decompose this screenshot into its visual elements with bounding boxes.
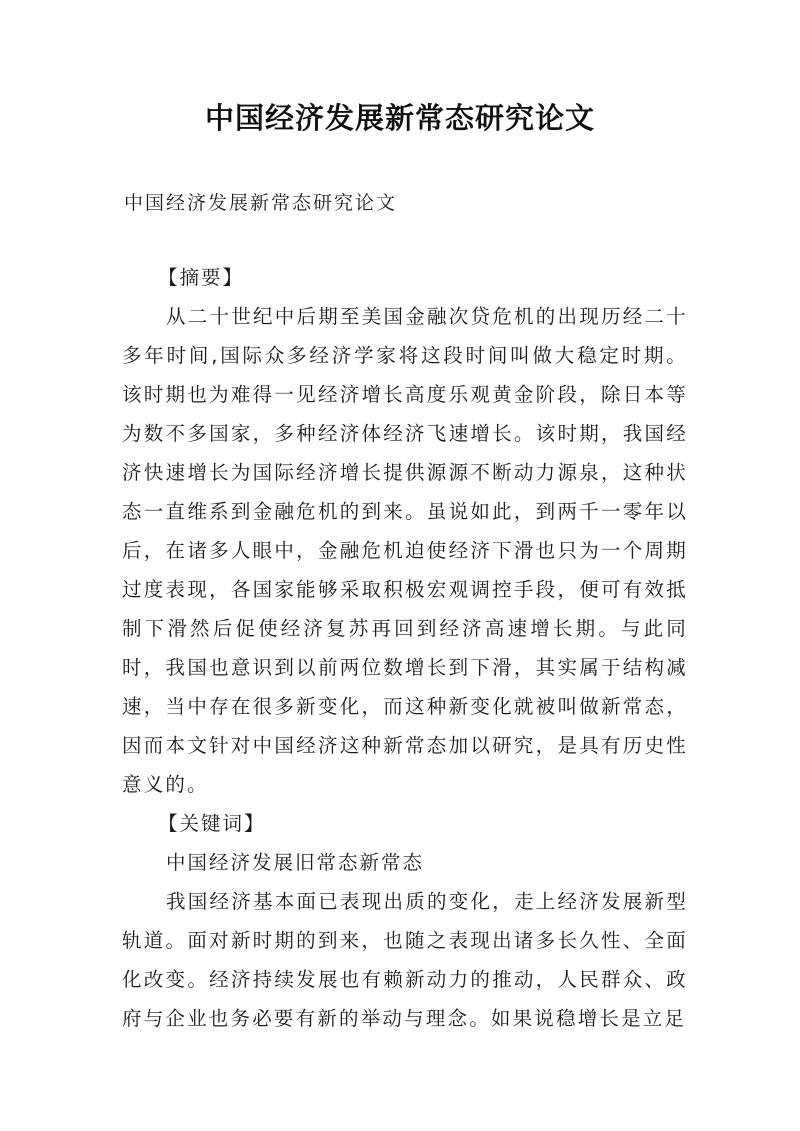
document-title: 中国经济发展新常态研究论文 (204, 101, 595, 135)
abstract-heading: 【摘要】 (158, 266, 245, 289)
document-body (122, 258, 688, 1038)
abstract-paragraph: 从二十世纪中后期至美国金融次贷危机的出现历经二十多年时间,国际众多经济学家将这段时间叫做大稳定时期。该时期也为难得一见经济增长高度乐观黄金阶段，除日本等为数不多国家，多种经济体经济飞速增长。该时期，我国经济快速增长为国际经济增长提供源源不断动力源泉，这种状态一直维系到金融危机的到来。虽说如此，到两千一零年以后，在诸多人眼中，金融危机迫使经济下滑也只为一个周期过度表现，各国家能够采取积极宏观调控手段，便可有效抵制下滑然后促使经济复苏再回到经济高速增长期。与此同时，我国也意识到以前两位数增长到下滑，其实属于结构减速，当中存在很多新变化，而这种新变化就被叫做新常态，因而本文针对中国经济这种新常态加以研究，是具有历史性意义的。 (122, 305, 688, 796)
keywords-heading: 【关键词】 (158, 812, 266, 835)
keywords-text: 中国经济发展旧常态新常态 (166, 851, 425, 874)
body-paragraph: 我国经济基本面已表现出质的变化，走上经济发展新型轨道。面对新时期的到来，也随之表现出诸多长久性、全面化改变。经济持续发展也有赖新动力的推动，人民群众、政府与企业也务必要有新的举动与理念。如果说稳增长是立足 (122, 890, 688, 1030)
document-subtitle: 中国经济发展新常态研究论文 (124, 192, 398, 214)
